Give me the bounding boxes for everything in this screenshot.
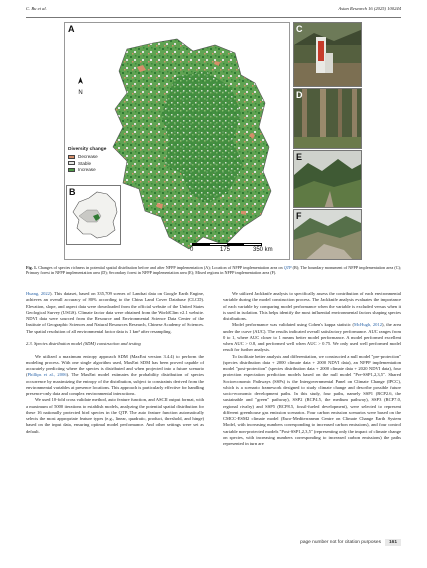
legend-swatch-decrease <box>68 155 75 159</box>
footer-note: page number not for citation purposes <box>300 540 381 545</box>
scale-label-end: 350 km <box>253 247 273 253</box>
panel-label-f: F <box>296 211 302 221</box>
mixed-region-photo <box>294 210 362 260</box>
panel-f-photo <box>293 209 362 260</box>
running-head-authors: C. Bu et al. <box>26 6 47 11</box>
page-footer <box>300 538 401 547</box>
panel-e-photo <box>293 150 362 208</box>
legend-label-stable: Stable <box>78 160 92 166</box>
figure-caption <box>26 265 401 276</box>
caption-qtp-link[interactable]: QTP <box>283 265 292 270</box>
header-rule <box>26 17 401 18</box>
left-paragraph-3: We used 10-fold cross validate method, auto feature function, and ASCII output format, with a maximum of 5000 iterations to establish models, analyzing the potential spatial distribution for these 16 nationally protected bird species in the QTP. The auto feature function automatically selects the most appropriate feature types (e.g., linear, quadratic, product, threshold, and hinge) based on the input data, ensuring optimal model performance. And other settings were set as default. <box>26 397 204 434</box>
page-number: 161 <box>385 539 401 546</box>
right-paragraph-1: We utilized Jackknife analysis to specifically assess the contribution of each environmental variable during the model construction process. The Jackknife analysis evaluates the importance of each variable by comparing model performance when the variable is excluded versus when it is used in isolation. This helps identify the most influential environmental factors shaping species distributions. <box>223 291 401 321</box>
scale-bar-graphic <box>192 243 262 246</box>
legend-swatch-increase <box>68 168 75 172</box>
legend-swatch-stable <box>68 161 75 165</box>
north-arrow <box>78 77 83 84</box>
panel-label-d: D <box>296 90 303 100</box>
scale-bar <box>192 243 284 259</box>
legend-label-increase: Increase <box>78 167 96 173</box>
right-paragraph-3: To facilitate better analysis and differentiation, we constructed a null model "pre-protection" (species distribution data + 2000 climate data + 2000 NDVI data), an NFPP implementation model "post-protection" (species distribution data + 2000 climate data + 2020 NDVI data), four protection expectation prediction models based on the null model "Pre-SSP1,2,3,5". Shared Socioeconomic Pathways (SSPs) is the Intergovernmental Panel on Climate Change (IPCC), which is a scenario framework designed to study climate change and describe possible future socio-economic development paths. In this study, four paths, namely SSP1 (RCP2.6, the sustainable and "green" pathway), SSP2 (RCP4.5, the medium pathway), SSP3 (RCP7.0, regional rivalry) and SSP5 (RCP8.5, fossil-fueled development), were selected to represent different greenhouse gas emission scenarios. Four carbon emission scenarios were based on the CMCC-ESM2 climate model (Euro-Mediterranean Centre on Climate Change Earth System Model, with increasing numbers corresponding to increased carbon emissions), and four control variable non-protected models "Post-SSP1,2,3,5" (representing only the impact of climate change on species, with increasing numbers corresponding to increased carbon emissions) the paths represented in turn are <box>223 353 401 446</box>
panel-d-photo <box>293 88 362 149</box>
left-paragraph-2: We utilized a maximum entropy approach SDM (MaxEnt version 3.4.4) to perform the modeling process. With one single algorithm used, MaxEnt SDM has been proved capable of accurately predicting where the species is distributed and when projected into a future scenario (Phillips et al., 2006). The MaxEnt model estimates the probability distribution of species occurrence by maximizing the entropy of the distribution, subject to constraints derived from the environmental variables at presence locations. This approach is particularly effective for handling presence-only data and complex environmental interactions. <box>26 353 204 396</box>
secondary-forest-photo <box>294 151 362 208</box>
scale-label-mid: 175 <box>220 247 231 253</box>
caption-text-2: (B); The boundary monument of NFPP implementation area (C); Primary forest in NFPP implementation area (D); Secondary forest in NFPP implementation area (E); Mixed regions in NFPP implementation area (F). <box>26 265 401 276</box>
legend-label-decrease: Decrease <box>78 154 98 160</box>
right-paragraph-2: Model performance was validated using Cohen's kappa statistic (McHugh, 2012), the area under the curve (AUC). The results indicated overall satisfactory performance. AUC ranges from 0 to 1, where AUC closer to 1 means better model performance. A model performed excellent when AUC > 0.8, and performed well when AUC > 0.75. We only used well performed model result for further analysis. <box>223 322 401 353</box>
legend-title: Diversity change <box>68 147 107 152</box>
scale-label-zero: 0 <box>190 247 194 253</box>
running-head-journal: Asian Research 16 (2025) 100244 <box>338 6 401 11</box>
panel-c-photo <box>293 22 362 87</box>
legend-item-increase <box>68 167 128 174</box>
panel-label-e: E <box>296 152 303 162</box>
caption-text-1: Changes of species richness in potential spatial distribution before and after NFPP implementation (A); Location of NFPP implementation area on <box>37 265 284 270</box>
panel-label-a: A <box>68 24 75 34</box>
running-head <box>26 6 401 16</box>
boundary-monument-photo <box>294 23 362 87</box>
ref-mchugh-2012[interactable]: McHugh, 2012 <box>354 322 382 328</box>
ref-huang-2022[interactable]: Huang, 2022 <box>26 291 50 296</box>
caption-lead: Fig. 1. <box>26 265 38 270</box>
north-label: N <box>78 90 83 96</box>
panel-label-c: C <box>296 24 303 34</box>
figure-1 <box>64 20 362 261</box>
left-column <box>26 291 204 435</box>
left-paragraph-1: Huang, 2022). This dataset, based on 335,709 scenes of Landsat data on Google Earth Engine, achieves an overall accuracy of 80% according to the China Land Cover Database (CLCD). Elevation, slope, and aspect data were downloaded from the official website of the United States Geological Survey (USGS). Climate factor data were obtained from the WorldClim v2.1 website. NDVI data were sourced from the Resource and Environmental Science Data Center of the Institute of Geographic Sciences and Natural Resources Research, Chinese Academy of Sciences. The spatial resolution of all environmental factor data is 1 km² after resampling. <box>26 291 204 334</box>
section-heading-2-3: 2.3. Species distribution model (SDM) construction and testing <box>26 341 141 346</box>
right-column <box>223 291 401 447</box>
panel-label-b: B <box>69 187 76 197</box>
legend <box>68 147 128 173</box>
primary-forest-photo <box>294 89 362 149</box>
ref-phillips-2006[interactable]: Phillips et al., 2006 <box>27 372 67 378</box>
